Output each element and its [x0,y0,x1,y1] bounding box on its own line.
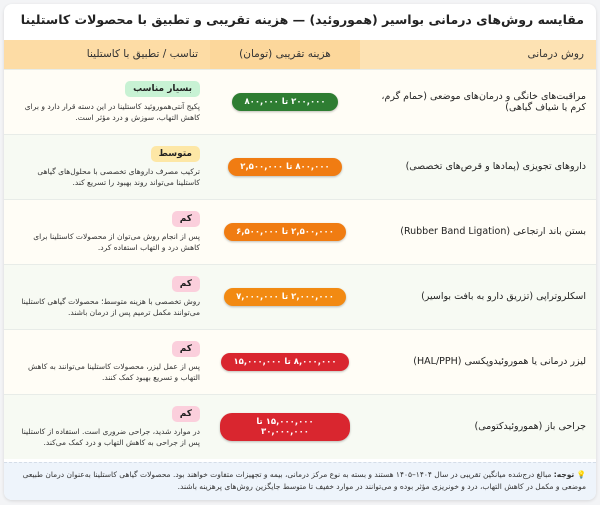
method-cell [360,69,596,134]
fit-badge: بسیار مناسب [125,81,200,97]
method-name: جراحی باز (هموروئیدکتومی) [474,421,586,433]
fit-cell [4,329,210,394]
fit-description: در موارد شدید، جراحی ضروری است. استفاده از کاستلینا پس از جراحی به کاهش التهاب و درد کمک می‌کند. [21,426,200,447]
table-row [4,199,596,264]
fit-badge: کم [172,406,200,422]
method-cell [360,394,596,459]
cost-cell [210,329,360,394]
fit-description: پس از انجام روش می‌توان از محصولات کاستلینا برای کاهش درد و التهاب استفاده کرد. [33,231,200,252]
table-row [4,329,596,394]
header-cost: هزینه تقریبی (تومان) [210,40,360,69]
fit-description: پکیج آنتی‌هموروئید کاستلینا در این دسته قرار دارد و برای کاهش التهاب، سوزش و درد مؤثر است. [24,101,200,122]
cost-pill: ۱۵,۰۰۰,۰۰۰ تا ۳۰,۰۰۰,۰۰۰ [220,413,350,441]
fit-cell [4,394,210,459]
method-cell [360,199,596,264]
fit-badge: کم [172,276,200,292]
method-name: مراقبت‌های خانگی و درمان‌های موضعی (حمام گرم، کرم یا شیاف گیاهی) [381,90,586,113]
comparison-card [4,4,596,500]
cost-cell [210,134,360,199]
method-cell [360,329,596,394]
fit-badge: کم [172,341,200,357]
fit-badge: کم [172,211,200,227]
fit-badge: متوسط [151,146,200,162]
method-cell [360,134,596,199]
method-name: لیزر درمانی یا هموروئیدوپکسی (HAL/PPH) [413,356,586,367]
fit-description: روش تخصصی با هزینه متوسط؛ محصولات گیاهی کاستلینا می‌توانند مکمل ترمیم پس از درمان باشند. [21,296,200,317]
comparison-table [4,40,596,459]
cost-pill: ۲,۰۰۰,۰۰۰ تا ۷,۰۰۰,۰۰۰ [224,288,346,306]
note-footer [4,462,596,500]
cost-cell [210,69,360,134]
page-title: مقایسه روش‌های درمانی بواسیر (هموروئید) — هزینه تقریبی و تطبیق با محصولات کاستلینا [20,12,584,27]
header-fit: تناسب / تطبیق با کاستلینا [4,40,210,69]
fit-description: پس از عمل لیزر، محصولات کاستلینا می‌توانند به کاهش التهاب و تسریع بهبود کمک کنند. [27,361,200,382]
lightbulb-icon: 💡 [576,470,586,479]
method-cell [360,264,596,329]
cost-pill: ۸,۰۰۰,۰۰۰ تا ۱۵,۰۰۰,۰۰۰ [221,353,348,371]
cost-cell [210,394,360,459]
method-name: داروهای تجویزی (پمادها و قرص‌های تخصصی) [405,161,586,172]
table-row [4,134,596,199]
fit-cell [4,69,210,134]
table-row [4,69,596,134]
fit-cell [4,199,210,264]
note-text: مبالغ درج‌شده میانگین تقریبی در سال ۱۴۰۴–۱۴۰۵ هستند و بسته به نوع مرکز درمانی، بیمه و تجهیزات متفاوت خواهند بود. محصولات گیاهی کاستلینا به‌عنوان درمان طبیعی موضعی و مکمل در کاهش التهاب، درد و خونریزی مؤثر بوده و می‌توانند در موارد خفیف تا متوسط جایگزین روش‌های پرهزینه باشند. [22,470,586,491]
cost-pill: ۸۰۰,۰۰۰ تا ۲,۵۰۰,۰۰۰ [228,158,341,176]
cost-pill: ۲۰۰,۰۰۰ تا ۸۰۰,۰۰۰ [232,93,337,111]
method-name: اسکلروتراپی (تزریق دارو به بافت بواسیر) [421,291,586,302]
table-row [4,264,596,329]
fit-cell [4,264,210,329]
cost-cell [210,264,360,329]
header-method: روش درمانی [360,40,596,69]
table-row [4,394,596,459]
cost-pill: ۲,۵۰۰,۰۰۰ تا ۶,۵۰۰,۰۰۰ [224,223,346,241]
fit-description: ترکیب مصرف داروهای تخصصی با محلول‌های گیاهی کاستلینا می‌تواند روند بهبود را تسریع کند. [37,166,200,187]
method-name: بستن باند ارتجاعی (Rubber Band Ligation) [400,226,586,237]
note-label: توجه: [553,470,575,479]
fit-cell [4,134,210,199]
cost-cell [210,199,360,264]
